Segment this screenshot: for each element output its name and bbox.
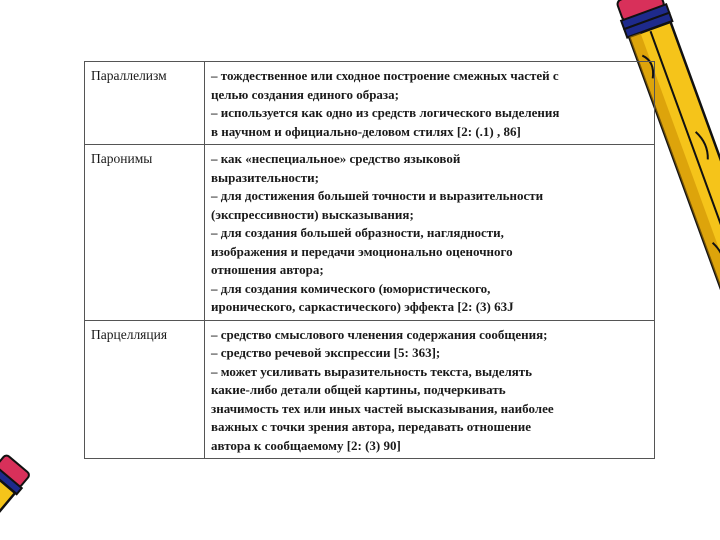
description-cell (205, 145, 655, 321)
description-line: – средство речевой экспрессии [5: 363]; (211, 345, 441, 360)
table-row (85, 320, 655, 459)
description-cell (205, 62, 655, 145)
description-line: – для создания комического (юмористического, (211, 280, 491, 296)
description-line: изображения и передачи эмоционально оценочного (211, 243, 513, 259)
description-line: в научном и официально-деловом стилях [2: (.1) , 86] (211, 123, 521, 139)
term-cell: Параллелизм (85, 62, 205, 145)
term-cell: Паронимы (85, 145, 205, 321)
description-line: – для создания большей образности, наглядности, (211, 225, 504, 240)
table-row (85, 62, 655, 145)
description-line: (экспрессивности) высказывания; (211, 206, 414, 222)
description-line: выразительности; (211, 169, 319, 185)
description-line: иронического, саркастического) эффекта [2: (3) 63J (211, 299, 514, 314)
description-line: – может усиливать выразительность текста, выделять (211, 363, 533, 379)
description-line: – для достижения большей точности и выразительности (211, 188, 544, 203)
terms-table (84, 61, 655, 459)
term-cell: Парцелляция (85, 320, 205, 459)
description-line: – используется как одно из средств логического выделения (211, 105, 560, 120)
description-cell (205, 320, 655, 459)
description-line: автора к сообщаемому [2: (3) 90] (211, 437, 401, 453)
description-line: значимость тех или иных частей высказывания, наиболее (211, 400, 554, 416)
description-line: важных с точки зрения автора, передавать отношение (211, 419, 531, 434)
description-line: – тождественное или сходное построение смежных частей с (211, 68, 559, 83)
description-line: отношения автора; (211, 262, 324, 277)
description-line: – средство смыслового членения содержания сообщения; (211, 326, 548, 342)
description-line: – как «неспециальное» средство языковой (211, 151, 461, 166)
table-row (85, 145, 655, 321)
description-line: какие-либо детали общей картины, подчеркивать (211, 382, 506, 397)
description-line: целью создания единого образа; (211, 86, 399, 102)
